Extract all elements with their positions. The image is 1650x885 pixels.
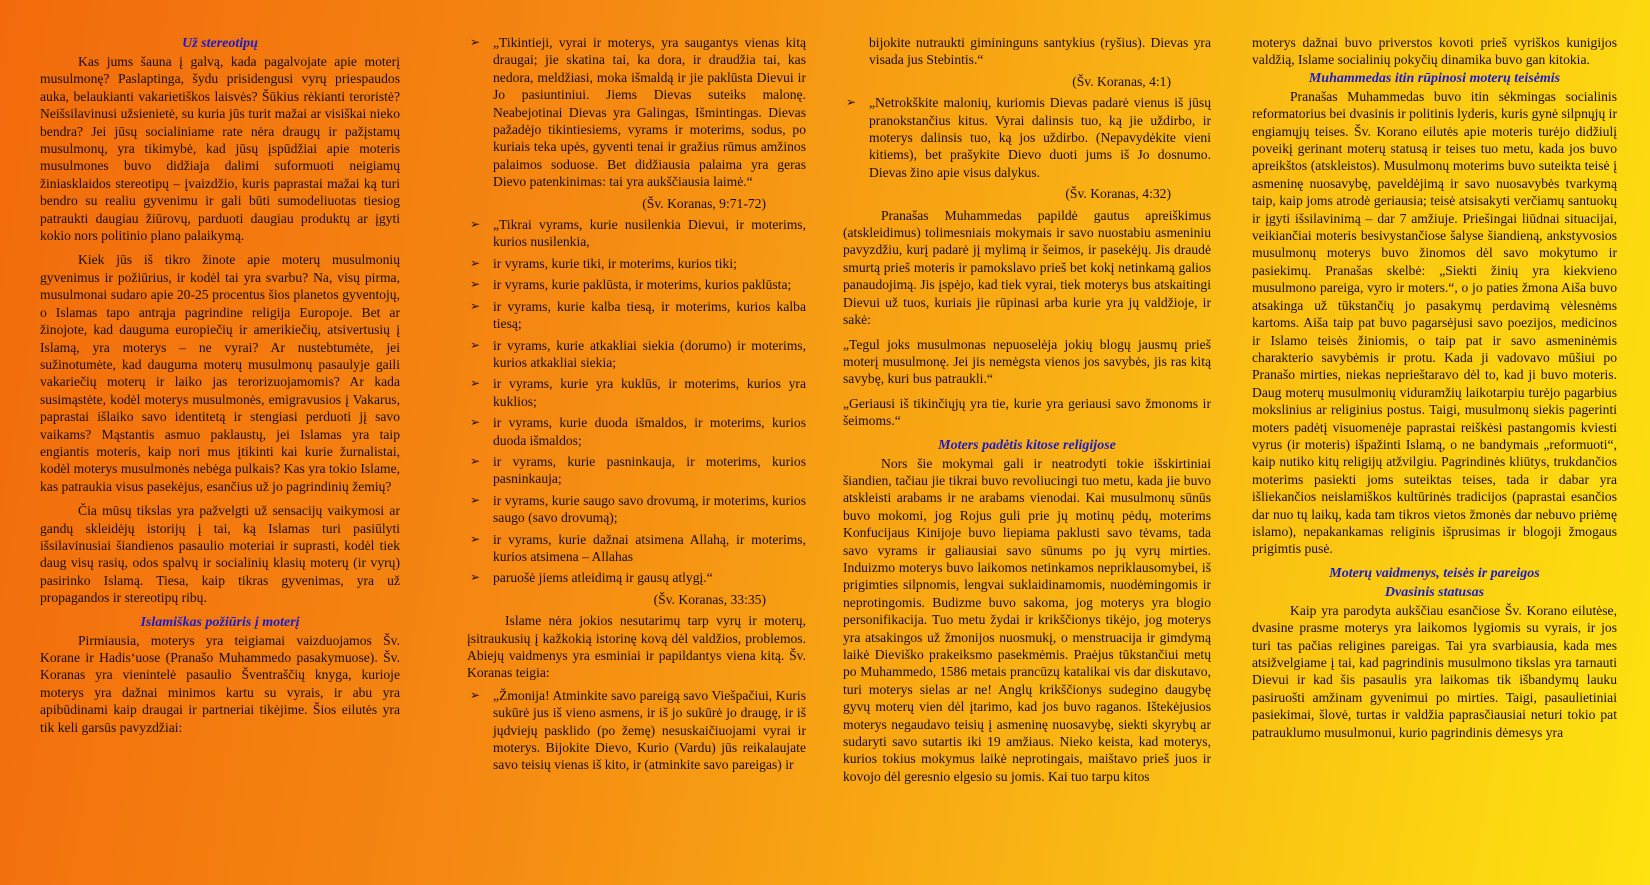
column-3 [843,34,1211,785]
arrow-bullet-icon: ➢ [470,453,481,468]
list-item: ➢ ir vyrams, kurie yra kuklūs, ir moterims, kurios yra kuklios; [470,376,806,409]
hadith-quote: „Geriausi iš tikinčiųjų yra tie, kurie yra geriausi savo žmonoms ir šeimoms.“ [843,395,1211,429]
list-item: ➢ ir vyrams, kurie kalba tiesą, ir moterims, kurios kalba tiesą; [470,298,806,332]
heading-roles-rights: Moterų vaidmenys, teisės ir pareigos [1329,565,1540,581]
column-2 [467,34,806,778]
arrow-bullet-icon: ➢ [470,255,481,270]
citation: (Šv. Koranas, 33:35) [653,591,766,607]
quote-item: ➢ „Netrokškite malonių, kuriomis Dievas padarė vienus iš jūsų pranokstančius kitus. Vyrai dalinsis tuo, ką jie uždirbo, ir moterys dalinsis tuo, ką jos uždirbo. (Nepavydėkite vieni kitiems), bet prašykite Dievo duoti jums iš Jo dosnumo. Dievas žino apie visus dalykus. [846,95,1211,180]
arrow-bullet-icon: ➢ [470,531,481,546]
quote-list [467,34,806,191]
arrow-bullet-icon: ➢ [470,298,481,313]
citation: (Šv. Koranas, 4:32) [1065,186,1171,202]
arrow-bullet-icon: ➢ [470,415,481,430]
arrow-bullet-icon: ➢ [470,570,481,585]
list-item: ➢ ir vyrams, kurie duoda išmaldos, ir moterims, kurios duoda išmaldos; [470,415,806,448]
paragraph: Kas jums šauna į galvą, kada pagalvojate apie moterį musulmonę? Paslaptinga, šydu prisidengusi vyrų priespaudos auka, belaukianti vakarietiškos laisvės? Šūkius rėkianti teroristė? Neišsilavinusi užsienietė, su kuria jūs turit mažai ar visiškai nieko bendra? Jei jūsų socialiniame rate nėra draugų ir pažįstamų musulmonų, yra tikimybė, kad jūsų įspūdžiai apie moteris musulmones buvo didžiaja dalimi suformuoti neigiamų žiniasklaidos stereotipų – įvaizdžio, kuris paprastai mažai ką turi bendro su realiu gyvenimu ir gali būti sumodeliuotas tiesiog patraukti daugiau žiūrovų, parduoti daugiau produktų ar įgyti kokio nors politinio plano palaikymą. [40,54,400,244]
quote-list [843,94,1211,181]
quote-item: ➢ „Tikintieji, vyrai ir moterys, yra saugantys vienas kitą draugai; jie skatina tai, ka dora, ir draudžia tai, kas nedora, meldžiasi, moka išmaldą ir jie paklūsta Dievui ir Jo pasiuntiniui. Jiems Dievas suteiks malonę. Neabejotinai Dievas yra Galingas, Išmintingas. Dievas pažadėjo tikintiesiems, vyrams ir moterims, sodus, po kuriais teka upės, gyventi tenai ir gražius rūmus amžinos palaimos soduose. Bet didžiausia palaima yra geras Dievo patenkinimas: tai yra aukščiausia laimė.“ [470,35,806,190]
paragraph: Pranašas Muhammedas buvo itin sėkmingas socialinis reformatorius bei dvasinis ir politinis lyderis, kuris gynė silpnųjų ir engiamųjų teises. Šv. Korano eilutės apie moteris turėjo didžiulį poveikį gerinant moterų statusą ir teises tuo metu, kada jos buvo apreikštos (atskleistos). Musulmonų moterims buvo suteikta teisė į asmeninę nuosavybę, paveldėjimą ir savo nuosavybės tvarkymą taip, kaip joms atrodė geriausia; teisė atsisakyti verčiamų santuokų ir įgyti išsilavinimą – dar 7 amžiuje. Priešingai liūdnai situacijai, veikiančiai moteris besivystančiose šalyse šiandieną, ankstyvosios musulmonų moterys buvo žinomos dėl savo mokytumo ir pasiekimų. Pranašas skelbė: „Siekti žinių yra kiekvieno musulmono pareiga, vyro ir moters.“, o jo paties žmona Aiša buvo atsakinga už tūkstančių jo pasakymų perdavimą vėlesnėms kartoms. Aiša taip pat buvo pagarsėjusi savo poezijos, medicinos ir Islamo teisės žiniomis, o taip pat ir savo asmeninėmis charakterio savybėmis ir protu. Kada ji vadovavo mūšiui po Pranašo mirties, niekas neprieštaravo dėl to, kad ji buvo moteris. Daug moterų musulmonių viduramžių laikotarpiu turėjo pagarbius mokslinius ar religinius postus. Taigi, musulmonų siekis pagerinti moters padėtį visuomenėje paprastai reiškėsi pastangomis kviesti vyrus (ir moteris) išpažinti Islamą, o ne bandymais „reformuoti“, kaip nutiko kitų religijų atžvilgiu. Pagrindinės kliūtys, trukdančios moterims pasiekti joms suteiktas teises, tada ir dabar yra išliekančios neislamiškos kultūrinės tradicijos (paprastai esančios dar nuo tų laikų, kada tam tikros vietos žmonės dar nebuvo priėmę islamo), nepakankamas religinis išprusimas ir blogoji žmogaus prigimtis pusė. [1252,88,1617,557]
heading-islamic-view: Islamiškas požiūris į moterį [140,614,300,630]
arrow-bullet-icon: ➢ [470,277,481,292]
paragraph: Kaip yra parodyta aukščiau esančiose Šv. Korano eilutėse, dvasine prasme moterys yra laikomos lygiomis su vyrais, ir jos turi tas pačias religines pareigas. Tai yra svarbiausia, kada mes atsižvelgiame į tai, kad pagrindinis musulmono tikslas yra tarnauti Dievui ir kad šis pasaulis yra laikomas tik išbandymų lauku pasiruošti amžinam gyvenimui po mirties. Taigi, pasaulietiniai pasiekimai, šlovė, turtas ir valdžia paprasčiausiai neturi tokio pat patrauklumo musulmonui, kurio pagrindinis dėmesys yra [1252,602,1617,740]
heading-muhammad-rights: Muhammedas itin rūpinosi moterų teisėmis [1308,70,1561,86]
heading-other-religions: Moters padėtis kitose religijose [938,437,1116,453]
paragraph-continuation: moterys dažnai buvo priverstos kovoti prieš vyriškos kunigijos valdžią, Islame socialinių pokyčių dinamika buvo gan kitokia. [1252,35,1617,68]
hadith-quote: „Tegul joks musulmonas nepuoselėja jokių blogų jausmų prieš moterį musulmonę. Jei jis nemėgsta vienos jos savybės, jis ras kitą savybę, kuri bus patraukli.“ [843,336,1211,387]
list-item: ➢ ir vyrams, kurie atkakliai siekia (dorumo) ir moterims, kurios atkakliai siekia; [470,337,806,370]
list-item: ➢ ir vyrams, kurie tiki, ir moterims, kurios tiki; [470,255,737,271]
paragraph: Islame nėra jokios nesutarimų tarp vyrų ir moterų, įsitraukusių į kažkokią istorinę kovą dėl valdžios, problemos. Abiejų vaidmenys yra esminiai ir papildantys viena kitą. Šv. Koranas teigia: [467,613,806,681]
quote-list [467,687,806,774]
paragraph: Čia mūsų tikslas yra pažvelgti už sensacijų vaikymosi ar gandų skleidėjų istorijų į tai, ką Islamas turi pasiūlyti išsilavinusiai šiandienos pasaulio moteriai ir suprasti, kodėl tiek daug visų rasių, odos spalvų ir socialinių klasių moterų (ir vyrų) pasirinko Islamą. Tiesa, kaip tikras gyvenimas, yra už propagandos ir stereotipų ribų. [40,503,400,606]
arrow-bullet-icon: ➢ [470,337,481,352]
column-1 [40,34,400,736]
list-item: ➢ ir vyrams, kurie paklūsta, ir moterims, kurios paklūsta; [470,277,792,293]
arrow-bullet-icon: ➢ [470,376,481,391]
quote-continuation: bijokite nutraukti gimininguns santykius (ryšius). Dievas yra visada jus Stebintis.“ [869,35,1211,68]
list-item: ➢ paruošė jiems atleidimą ir gausų atlygį.“ [470,570,713,586]
arrow-bullet-icon: ➢ [470,492,481,507]
list-item: ➢ ir vyrams, kurie dažnai atsimena Allahą, ir moterims, kurios atsimena – Allahas [470,531,806,564]
paragraph: Pranašas Muhammedas papildė gautus apreiškimus (atskleidimus) tolimesniais mokymais ir savo nuostabiu asmeniniu pavyzdžiu, kurį padarė jį mylimą ir šeimos, ir pasekėjų. Jis draudė smurtą prieš moteris ir pamokslavo prieš bet kokį netinkamą galios panaudojimą. Jis įspėjo, kad tiek vyrai, tiek moterys bus atskaitingi Dievui už tuos, kuriais jie rūpinasi arba kurie yra jų valdžioje, ir sakė: [843,207,1211,328]
arrow-bullet-icon: ➢ [846,95,857,110]
arrow-bullet-icon: ➢ [470,217,481,232]
arrow-bullet-icon: ➢ [470,687,481,702]
arrow-bullet-icon: ➢ [470,35,481,49]
citation: (Šv. Koranas, 9:71-72) [642,195,766,211]
citation: (Šv. Koranas, 4:1) [1072,73,1171,89]
paragraph: Kiek jūs iš tikro žinote apie moterų musulmonių gyvenimus ir požiūrius, ir kodėl tai yra svarbu? Na, visų pirma, musulmonai sudaro apie 20-25 procentus šios planetos gyventojų, o Islamas tapo antrąja pagrindine religija Europoje. Bet ar žinojote, kad dauguma europiečių ir amerikiečių, atsivertusių į Islamą, yra moterys – ne vyrai? Ar nustebtumėte, jei sužinotumėte, kad dauguma moterų musulmonų pasaulyje gaili vakariečių moterų ir laiko jas terorizuojamomis? Ar kada susimąstėte, kodėl moterys musulmonės, emigravusios į Vakarus, paprastai išlaiko savo identitetą ir stengiasi perduoti jį savo vaikams? Mąstantis asmuo paklaustų, jei Islamas yra taip engiantis moteris, kaip nori mus įtikinti kai kurie žurnalistai, kodėl moterys musulmonės nebėga pulkais? Kas yra tokio Islame, kas patraukia visus pasekėjus, esančius už jo pagrindinių žemių? [40,252,400,494]
list-item: ➢ ir vyrams, kurie saugo savo drovumą, ir moterims, kurios saugo (savo drovumą); [470,492,806,526]
list-item: ➢ ir vyrams, kurie pasninkauja, ir moterims, kurios pasninkauja; [470,453,806,487]
heading-beyond-stereotypes: Už stereotipų [182,36,258,51]
paragraph: Pirmiausia, moterys yra teigiamai vaizduojamos Šv. Korane ir Hadis‘uose (Pranašo Muhammedo pasakymuose). Šv. Koranas yra vienintelė pasaulio Šventraščių knyga, kurioje moterys yra dažnai minimos kartu su vyrais, ir abu yra apibūdinami kaip draugai ir partneriai tikėjime. Šios eilutės yra tik keli garsūs pavyzdžiai: [40,632,400,735]
list-item: ➢ „Tikrai vyrams, kurie nusilenkia Dievui, ir moterims, kurios nusilenkia, [470,217,806,250]
column-4 [1252,34,1617,741]
paragraph: Nors šie mokymai gali ir neatrodyti tokie išskirtiniai šiandien, tačiau jie tikrai buvo revoliucingi tuo metu, kada jie buvo atskleisti arabams ir ne arabams vienodai. Kai musulmonų sūnūs buvo mokomi, jog Rojus guli prie jų motinų pėdų, moterims Konfucijaus Kinijoje buvo liepiama paklusti savo tėvams, tada savo vyrams ir galiausiai savo sūnums po jų vyrų mirties. Induizmo moterys buvo laikomos netinkamos nepriklausomybei, iš prigimties silpnomis, lengvai suklaidinamomis, nuodėmingomis ir neprotingomis. Budizme buvo sakoma, jog moterys yra blogio personifikacija. Tuo metu žydai ir krikščionys tikėjo, jog moterys yra atsakingos už žmonijos nuosmukį, o menstruacija ir gimdymą laikė Dieviško prakeiksmo pasekmėmis. Praėjus tūkstančiui metų po Muhammedo, 1586 metais prancūzų katalikai vis dar diskutavo, turi moterys sielas ar ne! Anglų krikščionys sudegino daugybę gyvų moterų vien dėl įtarimo, kad jos buvo raganos. Ištekėjusios moterys negaudavo teisių į asmeninę nuosavybę, siekti skyrybų ar sudaryti savo sutartis iki 19 amžiaus. Nieko keista, kad moterys, kurios tokius mokymus laikė neprotingais, maištavo prieš juos ir kovojo dėl geresnio elgesio su jomis. Kai tuo tarpu kitos [843,455,1211,784]
quote-item: ➢ „Žmonija! Atminkite savo pareigą savo Viešpačiui, Kuris sukūrė jus iš vieno asmens, ir iš jo sukūrė jo draugę, ir iš jųdviejų pasklido (po žemę) nesuskaičiuojami vyrai ir moterys. Bijokite Dievo, Kurio (Vardu) jūs reikalaujate savo teisių vienas iš kito, ir (atminkite savo pareigas) ir [470,687,806,773]
verse-list [467,216,806,587]
heading-spiritual-status: Dvasinis statusas [1384,584,1485,600]
